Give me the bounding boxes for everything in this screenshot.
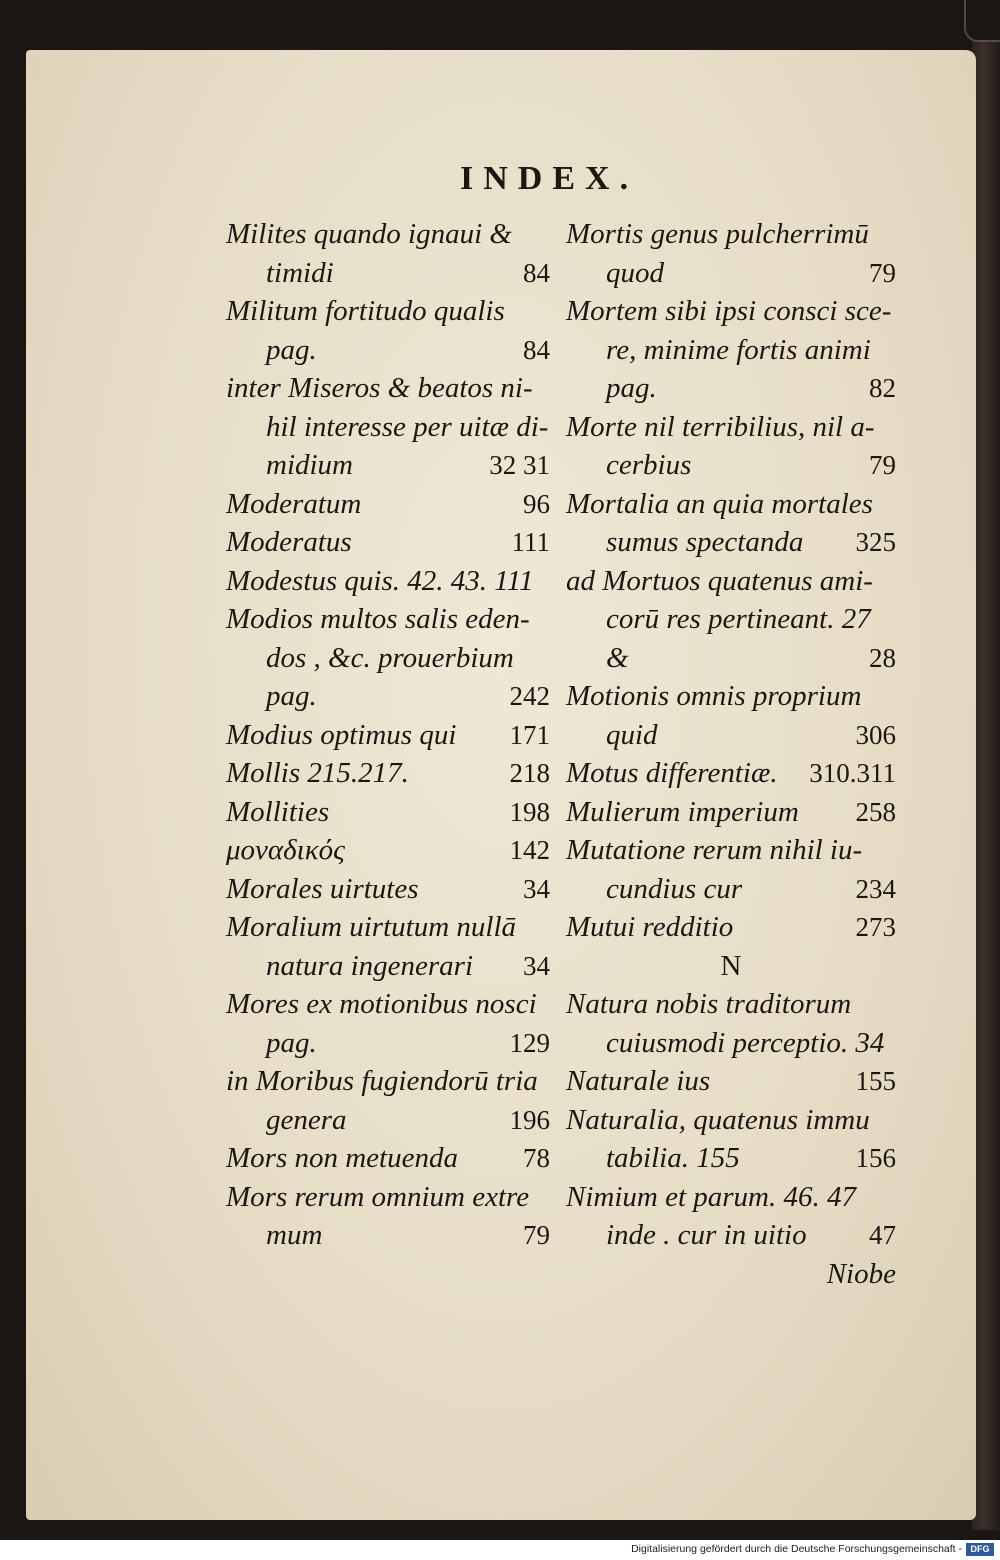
index-entry-line: [226, 523, 550, 562]
index-entry-line: [226, 1216, 550, 1255]
index-entry-line: [226, 716, 550, 755]
entry-text: Moderatus: [226, 526, 352, 558]
entry-text: natura ingenerari: [266, 949, 474, 982]
page-reference: 155: [855, 1066, 896, 1096]
entry-text: timidi: [266, 256, 334, 289]
index-entry-line: [226, 446, 550, 485]
index-entry-line: [226, 754, 550, 793]
entry-text: quod: [606, 256, 664, 289]
entry-text: ad Mortuos quatenus ami-: [566, 564, 873, 597]
running-head: INDEX.: [460, 160, 639, 197]
page-reference: 34: [523, 873, 550, 904]
index-entry-line: [226, 870, 550, 909]
index-entry-line: [566, 677, 896, 716]
entry-text: Motionis omnis proprium: [566, 680, 862, 712]
index-entry-line: [566, 562, 896, 601]
index-entry-line: [566, 1101, 896, 1140]
page-reference: 84: [523, 257, 550, 288]
index-entry-line: [226, 408, 550, 447]
index-entry-line: [566, 754, 896, 793]
entry-text: Mortis genus pulcherrimū: [566, 218, 869, 250]
index-entry-line: [226, 1062, 550, 1101]
binding-ornament: [964, 0, 1000, 42]
index-entry-line: [566, 215, 896, 254]
index-entry-line: [566, 292, 896, 331]
entry-text: Nimium et parum. 46. 47: [566, 1180, 856, 1213]
entry-text: midium: [266, 449, 353, 481]
funding-credit: Digitalisierung gefördert durch die Deutsche Forschungsgemeinschaft -: [631, 1543, 962, 1555]
entry-text: pag.: [266, 333, 317, 366]
page-reference: 242: [509, 681, 550, 711]
entry-text: genera: [266, 1103, 347, 1136]
entry-text: Modestus quis. 42. 43. 111: [226, 564, 534, 597]
page-reference: 306: [855, 719, 896, 750]
index-entry-line: [226, 562, 550, 601]
entry-text: mum: [266, 1219, 323, 1251]
entry-text: re, minime fortis animi: [606, 333, 871, 366]
entry-text: Milites quando ignaui &: [226, 218, 512, 250]
entry-text: N: [720, 949, 742, 982]
page-reference: 79: [869, 450, 896, 480]
index-entry-line: [226, 908, 550, 947]
index-entry-line: [566, 985, 896, 1024]
index-entry-line: [566, 908, 896, 947]
index-entry-line: [226, 831, 550, 870]
page-reference: 258: [855, 796, 896, 827]
index-entry-line: [566, 254, 896, 293]
entry-text: cuiusmodi perceptio. 34: [606, 1026, 885, 1059]
entry-text: Mutatione rerum nihil iu-: [566, 834, 863, 866]
index-entry-line: [226, 254, 550, 293]
page-reference: 198: [509, 796, 550, 827]
entry-text: Naturale ius: [566, 1065, 711, 1097]
index-entry-line: [566, 870, 896, 909]
entry-text: sumus spectanda: [606, 526, 804, 558]
entry-text: Militum fortitudo qualis: [226, 295, 505, 327]
index-entry-line: [566, 716, 896, 755]
index-entry-line: [226, 292, 550, 331]
entry-text: Mors non metuenda: [226, 1142, 458, 1174]
index-entry-line: [566, 1062, 896, 1101]
index-entry-line: [566, 331, 896, 370]
entry-text: Morales uirtutes: [226, 872, 419, 905]
index-entry-line: [566, 369, 896, 408]
page-reference: 96: [523, 488, 550, 519]
entry-text: dos , &c. prouerbium: [266, 641, 514, 674]
page-reference: 273: [855, 912, 896, 942]
index-entry-line: [226, 639, 550, 678]
index-entry-line: [226, 369, 550, 408]
page-edge: [972, 40, 1000, 1530]
index-entry-line: [566, 1216, 896, 1255]
index-entry-line: [226, 1101, 550, 1140]
entry-text: Modius optimus qui: [226, 718, 457, 751]
entry-text: &: [606, 641, 629, 674]
index-entry-line: [226, 1178, 550, 1217]
page-reference: 218: [509, 758, 550, 788]
index-entry-line: [566, 523, 896, 562]
entry-text: Mortalia an quia mortales: [566, 487, 873, 520]
entry-text: Natura nobis traditorum: [566, 988, 852, 1020]
index-entry-line: [226, 677, 550, 716]
page-reference: 111: [511, 527, 550, 557]
index-entry-line: [226, 985, 550, 1024]
entry-text: Moralium uirtutum nullā: [226, 911, 517, 943]
index-entry-line: [226, 1139, 550, 1178]
index-entry-line: [226, 1024, 550, 1063]
entry-text: Mollities: [226, 795, 330, 828]
entry-text: pag.: [266, 680, 317, 712]
page-reference: 79: [523, 1220, 550, 1250]
catchword: [566, 1255, 896, 1294]
page-reference: 156: [855, 1143, 896, 1173]
dfg-logo: DFG: [966, 1543, 994, 1556]
index-entry-line: [226, 600, 550, 639]
page-reference: 82: [869, 373, 896, 403]
page-reference: 142: [509, 835, 550, 865]
page-reference: 28: [869, 642, 896, 673]
page-reference: 171: [509, 719, 550, 750]
entry-text: Moderatum: [226, 487, 362, 520]
entry-text: tabilia. 155: [606, 1142, 740, 1174]
entry-text: cerbius: [606, 449, 692, 481]
index-entry-line: [566, 1178, 896, 1217]
entry-text: Mulierum imperium: [566, 795, 799, 828]
page-reference: 196: [509, 1104, 550, 1135]
index-entry-line: [226, 793, 550, 832]
entry-text: corū res pertineant. 27: [606, 603, 871, 635]
index-column-right: [566, 215, 896, 1293]
entry-text: pag.: [266, 1026, 317, 1059]
index-entry-line: [566, 485, 896, 524]
page-reference: 79: [869, 257, 896, 288]
index-entry-line: [226, 947, 550, 986]
index-entry-line: [566, 1024, 896, 1063]
entry-text: Mutui redditio: [566, 911, 734, 943]
page-reference: 78: [523, 1143, 550, 1173]
index-entry-line: [566, 831, 896, 870]
entry-text: inter Miseros & beatos ni-: [226, 372, 533, 404]
entry-text: Morte nil terribilius, nil a-: [566, 410, 875, 443]
entry-text: μοναδικός: [226, 834, 345, 866]
index-entry-line: [226, 485, 550, 524]
entry-text: Mollis 215.217.: [226, 757, 409, 789]
index-entry-line: [566, 793, 896, 832]
entry-text: Mores ex motionibus nosci: [226, 988, 537, 1020]
page-reference: 32 31: [489, 450, 550, 480]
entry-text: Modios multos salis eden-: [226, 603, 530, 635]
index-entry-line: [566, 446, 896, 485]
page-reference: 310.311: [809, 758, 896, 788]
entry-text: quid: [606, 718, 658, 751]
index-column-left: [226, 215, 550, 1255]
entry-text: Mortem sibi ipsi consci sce-: [566, 295, 892, 327]
index-entry-line: [226, 331, 550, 370]
entry-text: pag.: [606, 372, 657, 404]
entry-text: Mors rerum omnium extre: [226, 1180, 530, 1213]
index-entry-line: [566, 600, 896, 639]
index-entry-line: [566, 1139, 896, 1178]
entry-text: cundius cur: [606, 872, 743, 905]
index-entry-line: [226, 215, 550, 254]
page-reference: 84: [523, 334, 550, 365]
entry-text: in Moribus fugiendorū tria: [226, 1065, 538, 1097]
entry-text: inde . cur in uitio: [606, 1219, 807, 1251]
section-letter: [566, 947, 896, 986]
page-reference: 129: [509, 1027, 550, 1058]
page-reference: 234: [855, 873, 896, 904]
page-reference: 34: [523, 950, 550, 981]
index-entry-line: [566, 408, 896, 447]
page-reference: 47: [869, 1220, 896, 1250]
entry-text: Naturalia, quatenus immu: [566, 1103, 870, 1136]
page-reference: 325: [855, 527, 896, 557]
entry-text: Motus differentiæ.: [566, 757, 778, 789]
index-entry-line: [566, 639, 896, 678]
entry-text: hil interesse per uitæ di-: [266, 410, 549, 443]
entry-text: Niobe: [826, 1257, 896, 1290]
